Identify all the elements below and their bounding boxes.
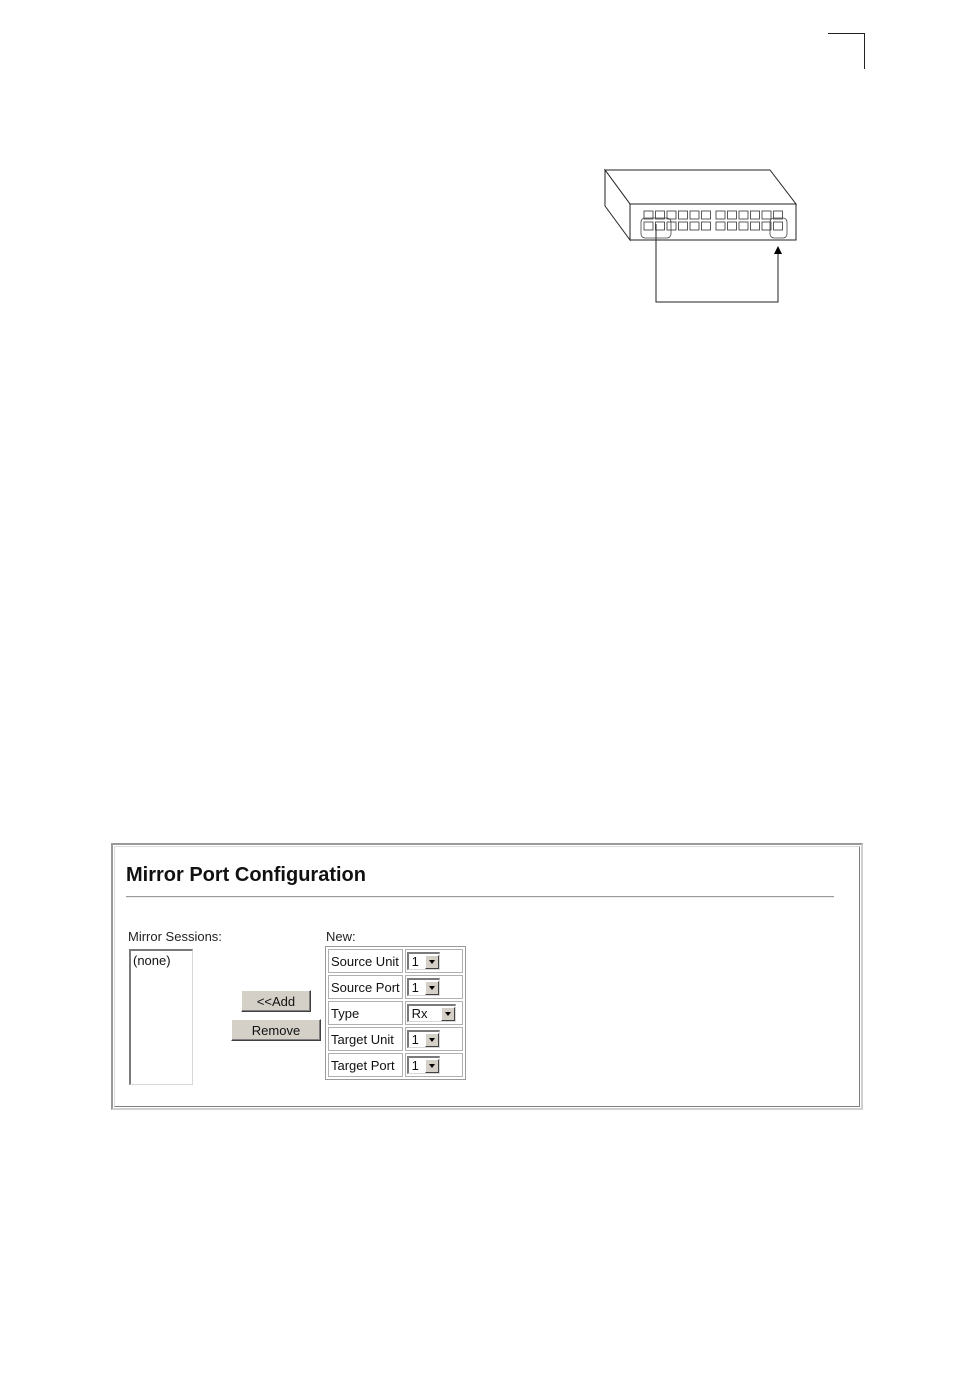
- port-icon: [739, 211, 748, 219]
- table-row: [328, 1053, 463, 1077]
- switch-illustration-icon: [600, 166, 800, 308]
- remove-button[interactable]: Remove: [231, 1019, 321, 1041]
- chevron-down-icon[interactable]: [441, 1007, 455, 1021]
- chevron-down-icon[interactable]: [425, 981, 439, 995]
- mirror-port-panel: [111, 843, 863, 1110]
- port-icon: [690, 211, 699, 219]
- port-icon: [774, 222, 783, 230]
- port-icon: [702, 222, 711, 230]
- port-icon: [690, 222, 699, 230]
- title-divider: [126, 896, 834, 898]
- table-row: [328, 1027, 463, 1051]
- table-row: [328, 975, 463, 999]
- type-select[interactable]: [407, 1004, 456, 1022]
- port-icon: [716, 211, 725, 219]
- port-icon: [702, 211, 711, 219]
- target-port-label: Target Port: [328, 1053, 403, 1077]
- add-button[interactable]: <<Add: [241, 990, 311, 1012]
- type-value: Rx: [411, 1006, 428, 1021]
- target-port-select[interactable]: [407, 1056, 440, 1074]
- port-icon: [751, 211, 760, 219]
- mirror-sessions-label: Mirror Sessions:: [128, 929, 222, 944]
- target-port-value: 1: [411, 1058, 419, 1073]
- crop-mark-vertical: [864, 33, 865, 69]
- new-session-table: [325, 946, 466, 1080]
- chevron-down-icon[interactable]: [425, 1059, 439, 1073]
- port-icon: [728, 211, 737, 219]
- source-unit-select[interactable]: [407, 952, 440, 970]
- new-label: New:: [326, 929, 356, 944]
- target-unit-select[interactable]: [407, 1030, 440, 1048]
- port-icon: [679, 211, 688, 219]
- source-port-value: 1: [411, 980, 419, 995]
- table-row: [328, 1001, 463, 1025]
- source-unit-value: 1: [411, 954, 419, 969]
- port-icon: [728, 222, 737, 230]
- port-icon: [762, 211, 771, 219]
- crop-mark-horizontal: [828, 33, 865, 34]
- port-icon: [739, 222, 748, 230]
- mirror-sessions-list[interactable]: [129, 949, 193, 1085]
- target-unit-label: Target Unit: [328, 1027, 403, 1051]
- source-unit-label: Source Unit: [328, 949, 403, 973]
- chevron-down-icon[interactable]: [425, 955, 439, 969]
- port-icon: [751, 222, 760, 230]
- type-label: Type: [328, 1001, 403, 1025]
- list-item[interactable]: (none): [133, 953, 171, 968]
- source-port-label: Source Port: [328, 975, 403, 999]
- page-title: Mirror Port Configuration: [126, 864, 366, 886]
- source-port-select[interactable]: [407, 978, 440, 996]
- port-icon: [644, 222, 653, 230]
- port-icon: [656, 222, 665, 230]
- chevron-down-icon[interactable]: [425, 1033, 439, 1047]
- target-unit-value: 1: [411, 1032, 419, 1047]
- crop-mark: [828, 33, 865, 69]
- port-icon: [716, 222, 725, 230]
- port-icon: [667, 222, 676, 230]
- table-row: [328, 949, 463, 973]
- port-icon: [679, 222, 688, 230]
